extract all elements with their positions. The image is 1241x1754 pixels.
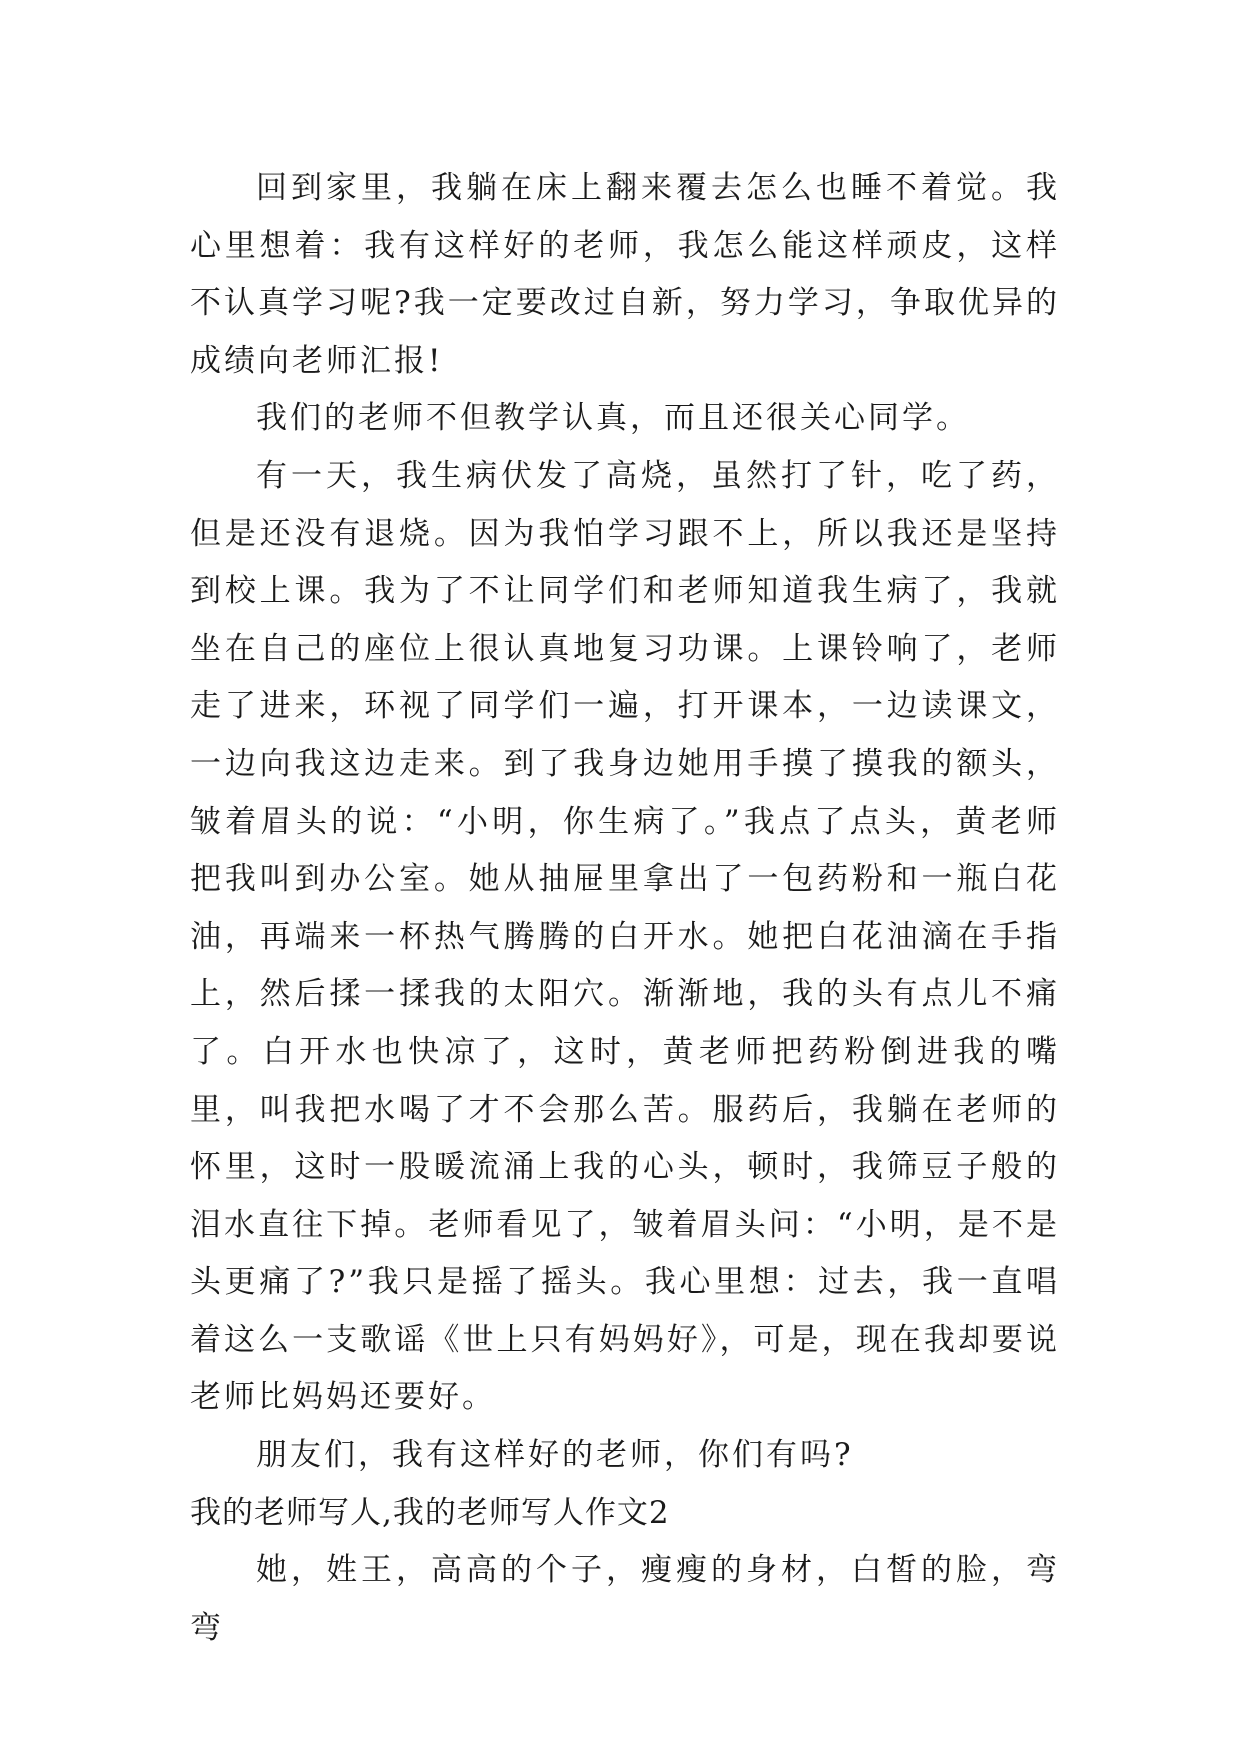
paragraph-friends-question: 朋友们，我有这样好的老师，你们有吗? xyxy=(256,1437,854,1474)
paragraph-return-home: 回到家里，我躺在床上翻来覆去怎么也睡不着觉。我心里想着：我有这样好的老师，我怎么能这样顽皮，这样不认真学习呢?我一定要改过自新，努力学习，争取优异的成绩向老师汇报! xyxy=(190,170,1060,379)
paragraph-teacher-description: 她，姓王，高高的个子，瘦瘦的身材，白皙的脸，弯弯 xyxy=(190,1552,1060,1646)
paragraph-teacher-cares: 我们的老师不但教学认真，而且还很关心同学。 xyxy=(256,400,970,437)
paragraph-sick-day: 有一天，我生病伏发了高烧，虽然打了针，吃了药，但是还没有退烧。因为我怕学习跟不上，所以我还是坚持到校上课。我为了不让同学们和老师知道我生病了，我就坐在自己的座位上很认真地复习功课。上课铃响了，老师走了进来，环视了同学们一遍，打开课本，一边读课文，一边向我这边走来。到了我身边她用手摸了摸我的额头，皱着眉头的说：“小明，你生病了。”我点了点头，黄老师把我叫到办公室。她从抽屉里拿出了一包药粉和一瓶白花油，再端来一杯热气腾腾的白开水。她把白花油滴在手指上，然后揉一揉我的太阳穴。渐渐地，我的头有点儿不痛了。白开水也快凉了，这时，黄老师把药粉倒进我的嘴里，叫我把水喝了才不会那么苦。服药后，我躺在老师的怀里，这时一股暖流涌上我的心头，顿时，我筛豆子般的泪水直往下掉。老师看见了，皱着眉头问：“小明，是不是头更痛了?”我只是摇了摇头。我心里想：过去，我一直唱着这么一支歌谣《世上只有妈妈好》，可是，现在我却要说老师比妈妈还要好。 xyxy=(190,457,1060,1416)
section-heading: 我的老师写人,我的老师写人作文2 xyxy=(190,1494,670,1531)
document-body xyxy=(190,160,1060,1657)
